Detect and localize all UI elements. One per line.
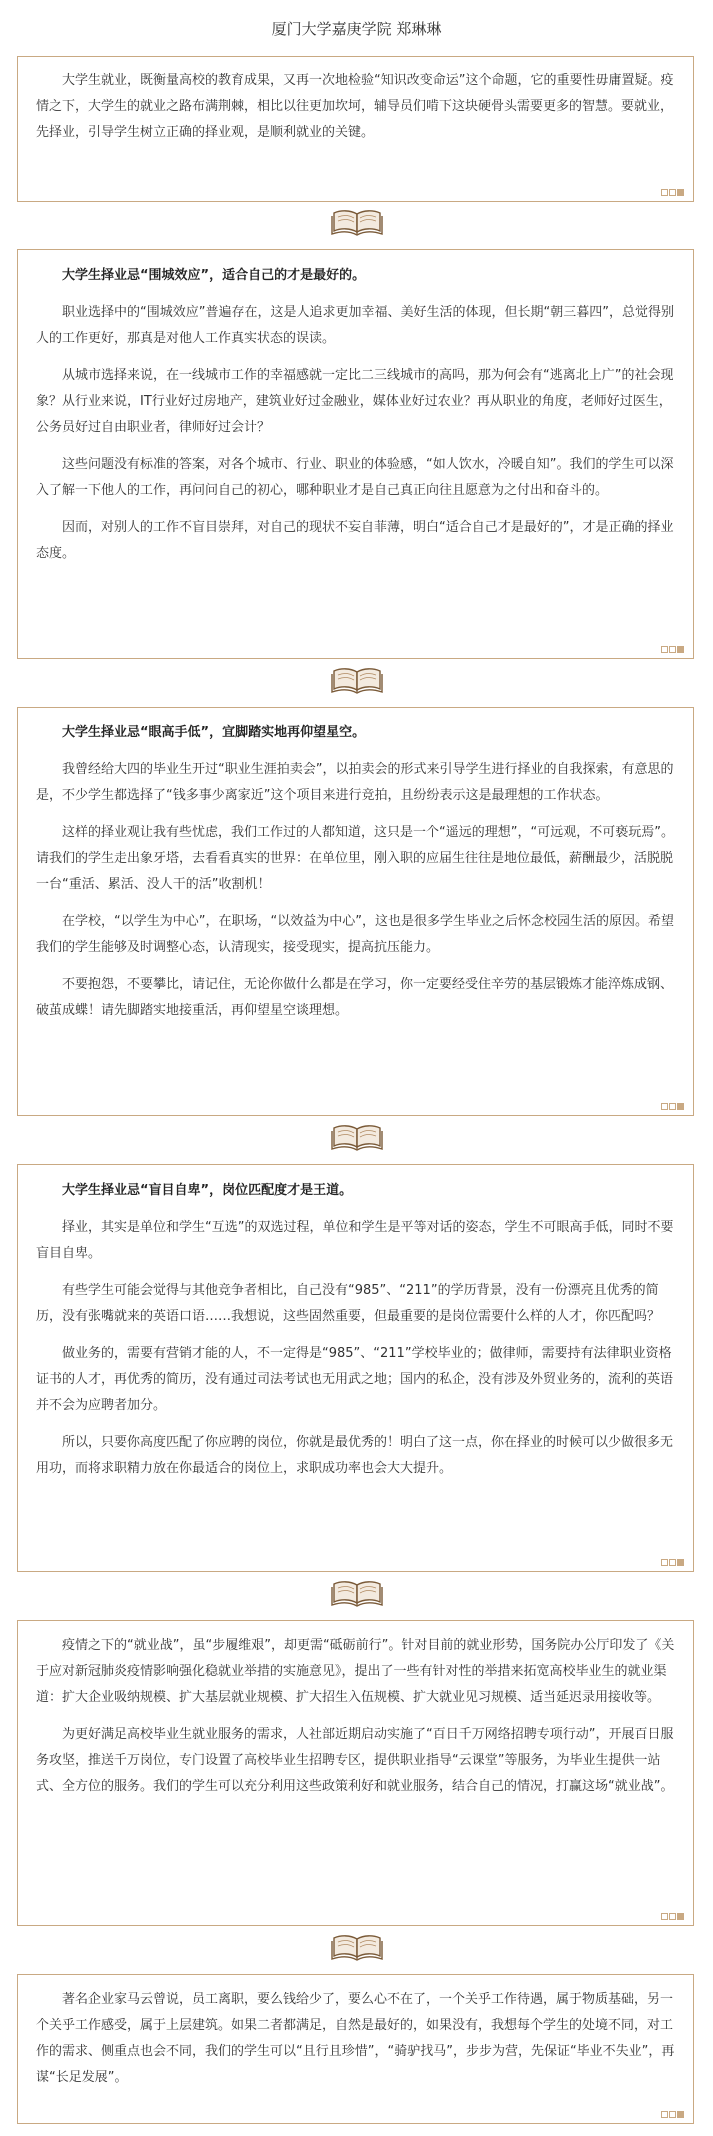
section-card <box>17 1164 694 1572</box>
paragraph: 所以，只要你高度匹配了你应聘的岗位，你就是最优秀的！明白了这一点，你在择业的时候可以少做很多无用功，而将求职精力放在你最适合的岗位上，求职成功率也会大大提升。 <box>36 1435 674 1476</box>
divider <box>0 1932 713 1966</box>
corner-squares-icon <box>661 1103 685 1110</box>
paragraph: 疫情之下的“就业战”，虽“步履维艰”，却更需“砥砺前行”。针对目前的就业形势，国务院办公厅印发了《关于应对新冠肺炎疫情影响强化稳就业举措的实施意见》，提出了一些有针对性的举措来拓宽高校毕业生的就业渠道：扩大企业吸纳规模、扩大基层就业规模、扩大招生入伍规模、扩大就业见习规模、适当延迟录用接收等。 <box>36 1638 675 1705</box>
section-title: 大学生择业忌“眼高手低”，宜脚踏实地再仰望星空。 <box>62 725 366 740</box>
divider <box>0 1578 713 1612</box>
corner-squares-icon <box>661 1559 685 1566</box>
corner-squares-icon <box>661 1913 685 1920</box>
corner-squares-icon <box>661 189 685 196</box>
open-book-icon <box>330 207 384 237</box>
paragraph: 职业选择中的“围城效应”普遍存在，这是人追求更加幸福、美好生活的体现，但长期“朝三暮四”，总觉得别人的工作更好，那真是对他人工作真实状态的误读。 <box>36 305 674 346</box>
open-book-icon <box>330 1932 384 1962</box>
closing-card <box>17 1974 694 2124</box>
paragraph: 这样的择业观让我有些忧虑，我们工作过的人都知道，这只是一个“遥远的理想”，“可远观，不可亵玩焉”。请我们的学生走出象牙塔，去看看真实的世界：在单位里，刚入职的应届生往往是地位最低，薪酬最少，活脱脱一台“重活、累活、没人干的活”收割机！ <box>36 825 674 892</box>
paragraph: 为更好满足高校毕业生就业服务的需求，人社部近期启动实施了“百日千万网络招聘专项行动”，开展百日服务攻坚，推送千万岗位，专门设置了高校毕业生招聘专区，提供职业指导“云课堂”等服务，为毕业生提供一站式、全方位的服务。我们的学生可以充分利用这些政策利好和就业服务，结合自己的情况，打赢这场“就业战”。 <box>36 1727 674 1794</box>
open-book-icon <box>330 665 384 695</box>
author-line: 厦门大学嘉庚学院 郑琳琳 <box>271 20 442 38</box>
paragraph: 因而，对别人的工作不盲目崇拜，对自己的现状不妄自菲薄，明白“适合自己才是最好的”，才是正确的择业态度。 <box>36 520 674 561</box>
open-book-icon <box>330 1578 384 1608</box>
section-title: 大学生择业忌“盲目自卑”，岗位匹配度才是王道。 <box>62 1183 353 1198</box>
paragraph: 在学校，“以学生为中心”，在职场，“以效益为中心”，这也是很多学生毕业之后怀念校园生活的原因。希望我们的学生能够及时调整心态，认清现实，接受现实，提高抗压能力。 <box>36 914 674 955</box>
section-card <box>17 1620 694 1926</box>
paragraph: 这些问题没有标准的答案，对各个城市、行业、职业的体验感，“如人饮水，冷暖自知”。我们的学生可以深入了解一下他人的工作，再问问自己的初心，哪种职业才是自己真正向往且愿意为之付出和奋斗的。 <box>36 457 674 498</box>
intro-card <box>17 56 694 202</box>
paragraph: 著名企业家马云曾说，员工离职，要么钱给少了，要么心不在了，一个关乎工作待遇，属于物质基础，另一个关乎工作感受，属于上层建筑。如果二者都满足，自然是最好的，如果没有，我想每个学生的处境不同，对工作的需求、侧重点也会不同，我们的学生可以“且行且珍惜”，“骑驴找马”，步步为营，先保证“毕业不失业”，再谋“长足发展”。 <box>36 1992 675 2085</box>
section-title: 大学生择业忌“围城效应”，适合自己的才是最好的。 <box>62 268 366 283</box>
paragraph: 大学生就业，既衡量高校的教育成果，又再一次地检验“知识改变命运”这个命题，它的重要性毋庸置疑。疫情之下，大学生的就业之路布满荆棘，相比以往更加坎坷，辅导员们啃下这块硬骨头需要更多的智慧。要就业，先择业，引导学生树立正确的择业观，是顺利就业的关键。 <box>36 73 674 140</box>
divider <box>0 207 713 241</box>
section-card <box>17 249 694 659</box>
paragraph: 从城市选择来说，在一线城市工作的幸福感就一定比二三线城市的高吗，那为何会有“逃离北上广”的社会现象？从行业来说，IT行业好过房地产，建筑业好过金融业，媒体业好过农业？再从职业的角度，老师好过医生，公务员好过自由职业者，律师好过会计？ <box>36 368 674 435</box>
section-card <box>17 707 694 1116</box>
paragraph: 我曾经给大四的毕业生开过“职业生涯拍卖会”，以拍卖会的形式来引导学生进行择业的自我探索，有意思的是，不少学生都选择了“钱多事少离家近”这个项目来进行竞拍，且纷纷表示这是最理想的工作状态。 <box>36 762 674 803</box>
corner-squares-icon <box>661 646 685 653</box>
paragraph: 择业，其实是单位和学生“互选”的双选过程，单位和学生是平等对话的姿态，学生不可眼高手低，同时不要盲目自卑。 <box>36 1220 674 1261</box>
divider <box>0 665 713 699</box>
paragraph: 不要抱怨，不要攀比，请记住，无论你做什么都是在学习，你一定要经受住辛劳的基层锻炼才能淬炼成钢、破茧成蝶！请先脚踏实地接重活，再仰望星空谈理想。 <box>36 977 674 1018</box>
corner-squares-icon <box>661 2111 685 2118</box>
paragraph: 有些学生可能会觉得与其他竞争者相比，自己没有“985”、“211”的学历背景，没有一份漂亮且优秀的简历，没有张嘴就来的英语口语……我想说，这些固然重要，但最重要的是岗位需要什么样的人才，你匹配吗？ <box>36 1283 661 1324</box>
open-book-icon <box>330 1122 384 1152</box>
divider <box>0 1122 713 1156</box>
paragraph: 做业务的，需要有营销才能的人，不一定得是“985”、“211”学校毕业的；做律师，需要持有法律职业资格证书的人才，再优秀的简历，没有通过司法考试也无用武之地；国内的私企，没有涉及外贸业务的，流利的英语并不会为应聘者加分。 <box>36 1346 674 1413</box>
